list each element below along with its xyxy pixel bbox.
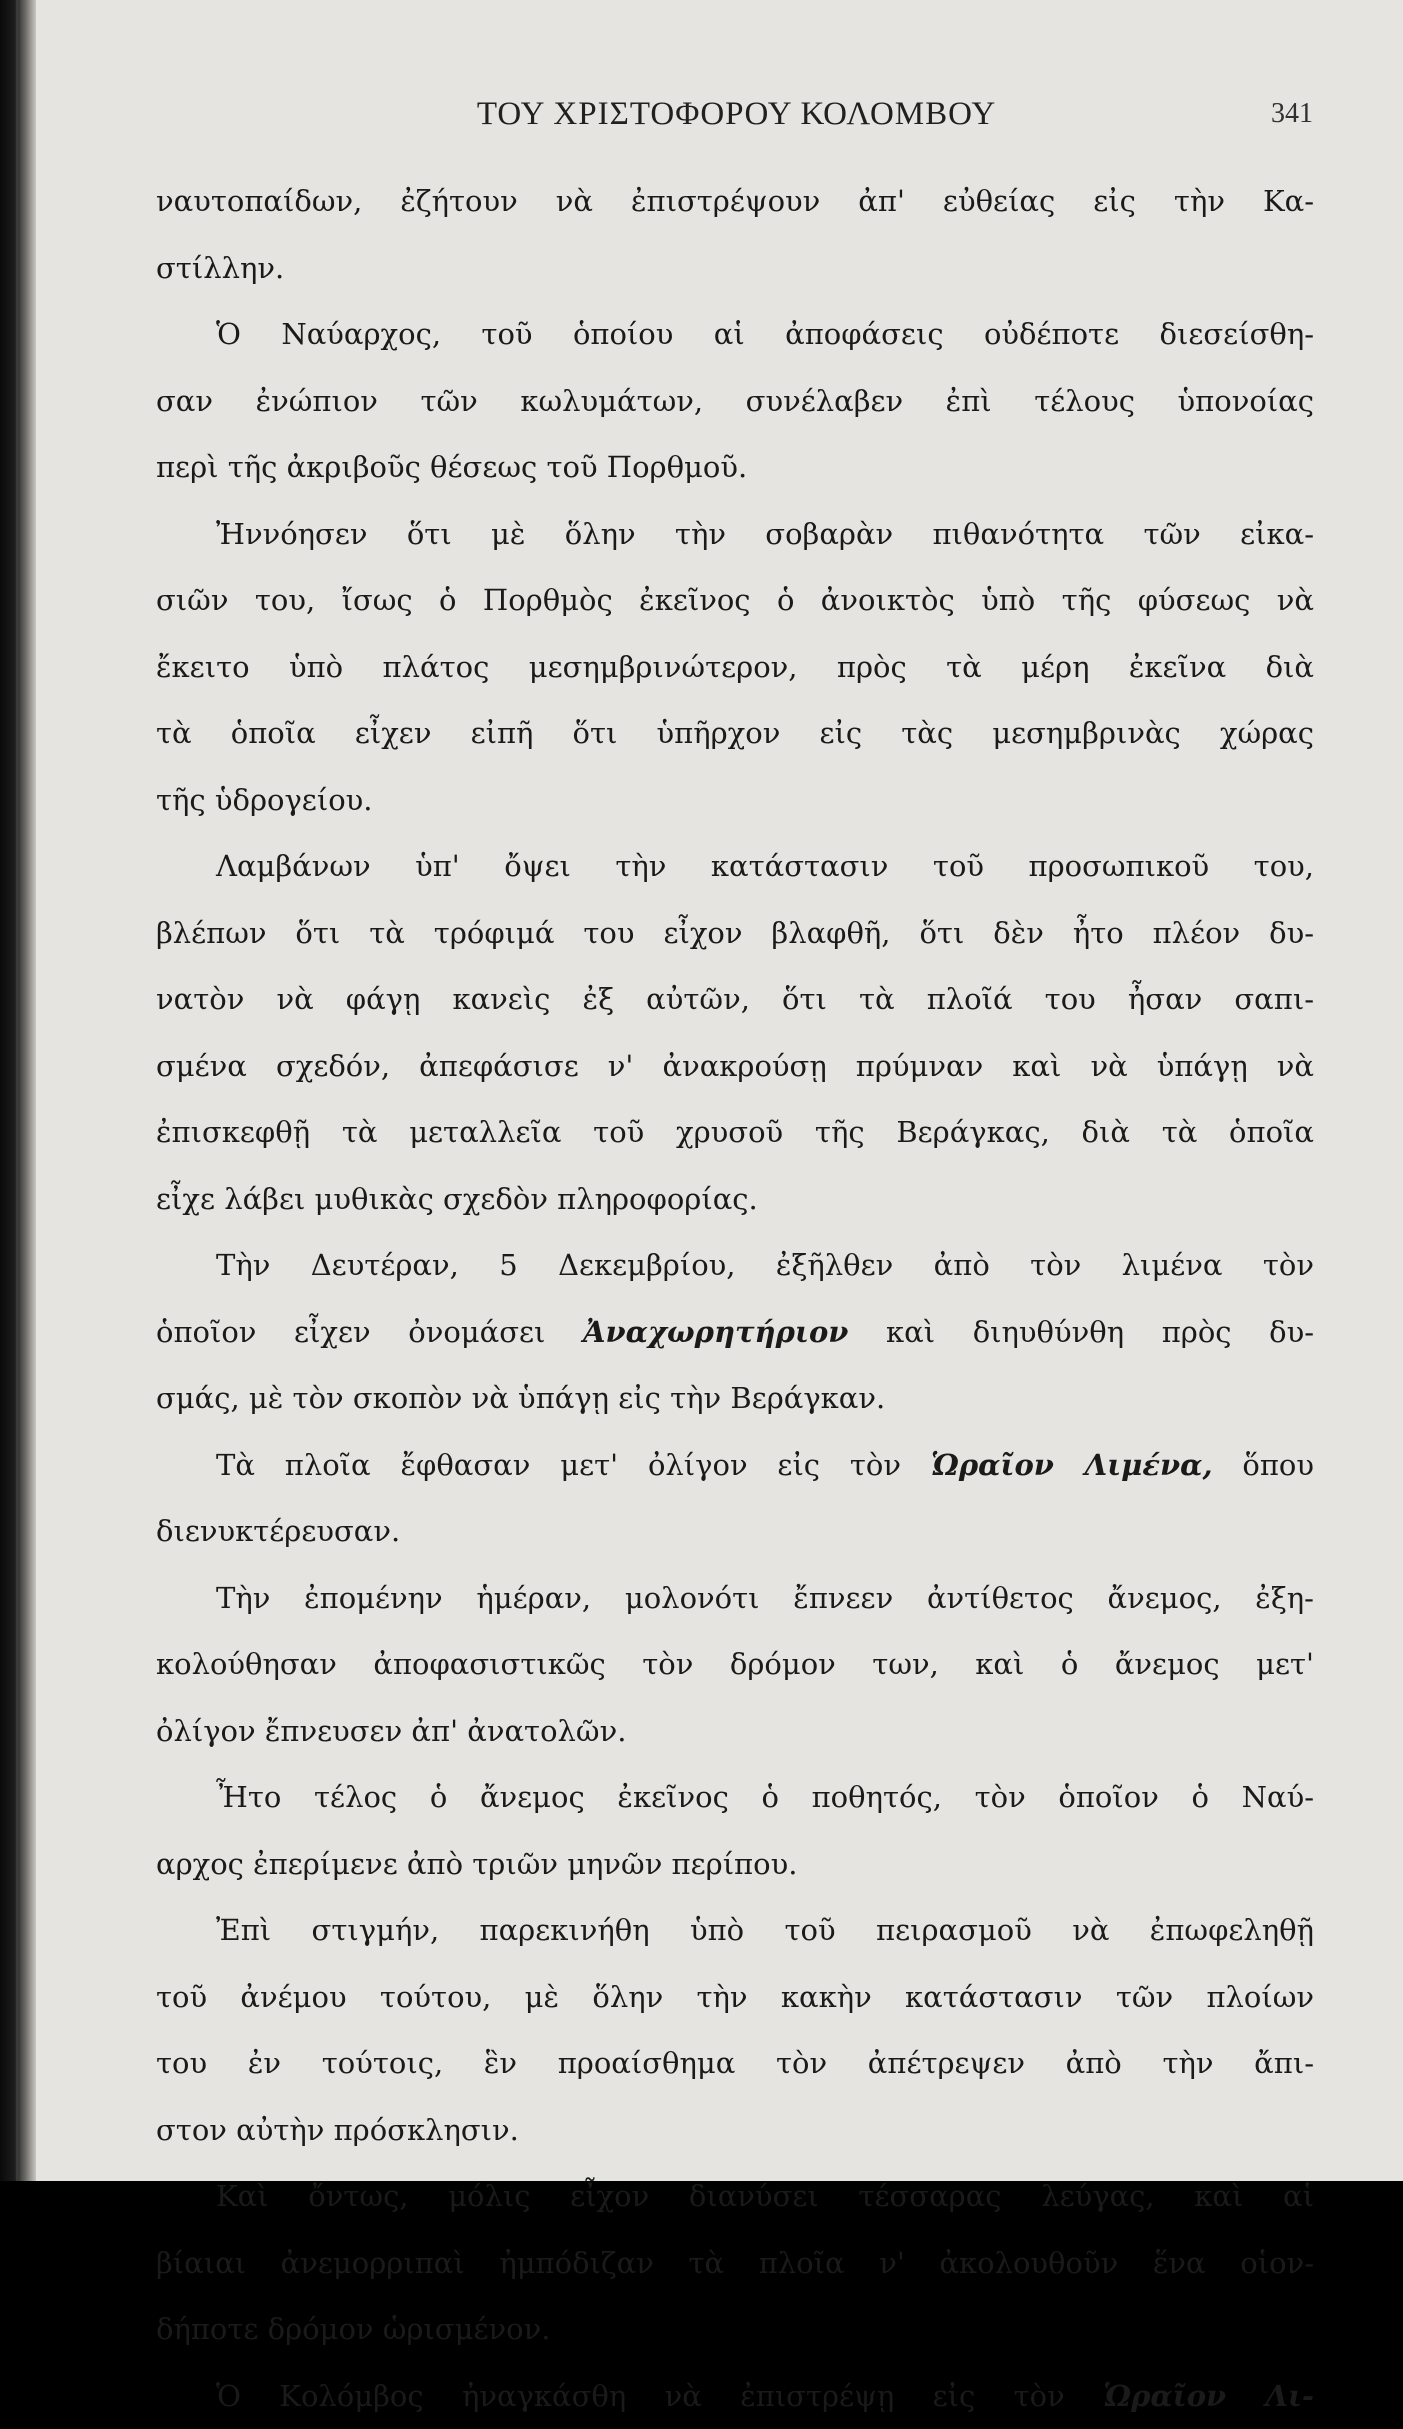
- text-line: σιῶν του, ἴσως ὁ Πορθμὸς ἐκεῖνος ὁ ἀνοικτὸς ὑπὸ τῆς φύσεως νὰ: [156, 567, 1314, 634]
- text-line: τοῦ ἀνέμου τούτου, μὲ ὅλην τὴν κακὴν κατάστασιν τῶν πλοίων: [156, 1964, 1314, 2031]
- text-line: ναυτοπαίδων, ἐζήτουν νὰ ἐπιστρέψουν ἀπ' εὐθείας εἰς τὴν Κα-: [156, 168, 1314, 235]
- text-line: Ὁ Ναύαρχος, τοῦ ὁποίου αἱ ἀποφάσεις οὐδέποτε διεσείσθη-: [156, 301, 1314, 368]
- text-line: ἔκειτο ὑπὸ πλάτος μεσημβρινώτερον, πρὸς τὰ μέρη ἐκεῖνα διὰ: [156, 634, 1314, 701]
- text-line: Ἐπὶ στιγμήν, παρεκινήθη ὑπὸ τοῦ πειρασμοῦ νὰ ἐπωφεληθῇ: [156, 1897, 1314, 1964]
- text-line: Τὴν ἐπομένην ἡμέραν, μολονότι ἔπνεεν ἀντίθετος ἄνεμος, ἐξη-: [156, 1565, 1314, 1632]
- text-line: Λαμβάνων ὑπ' ὄψει τὴν κατάστασιν τοῦ προσωπικοῦ του,: [156, 833, 1314, 900]
- text-span: Ὁ Κολόμβος ἠναγκάσθη νὰ ἐπιστρέψῃ εἰς τὸν: [216, 2379, 1065, 2413]
- text-line: Τὴν Δευτέραν, 5 Δεκεμβρίου, ἐξῆλθεν ἀπὸ τὸν λιμένα τὸν: [156, 1232, 1314, 1299]
- text-line: Καὶ ὄντως, μόλις εἶχον διανύσει τέσσαρας λεύγας, καὶ αἱ: [156, 2163, 1314, 2230]
- text-line: σμένα σχεδόν, ἀπεφάσισε ν' ἀνακρούσῃ πρύμναν καὶ νὰ ὑπάγῃ νὰ: [156, 1033, 1314, 1100]
- text-line: βλέπων ὅτι τὰ τρόφιμά του εἶχον βλαφθῆ, ὅτι δὲν ἦτο πλέον δυ-: [156, 900, 1314, 967]
- text-line: τὰ ὁποῖα εἶχεν εἰπῆ ὅτι ὑπῆρχον εἰς τὰς μεσημβρινὰς χώρας: [156, 700, 1314, 767]
- italic-place-name: Ὡραῖον Λι-: [1103, 2379, 1314, 2413]
- running-title: ΤΟΥ ΧΡΙΣΤΟΦΟΡΟΥ ΚΟΛΟΜΒΟΥ: [160, 96, 1313, 133]
- text-line: [156, 1432, 1314, 1499]
- italic-place-name: Ἀναχωρητήριον: [583, 1315, 848, 1349]
- text-line: ἐπισκεφθῇ τὰ μεταλλεῖα τοῦ χρυσοῦ τῆς Βεράγκας, διὰ τὰ ὁποῖα: [156, 1099, 1314, 1166]
- text-line: διενυκτέρευσαν.: [156, 1498, 1314, 1565]
- text-line: Ἠννόησεν ὅτι μὲ ὅλην τὴν σοβαρὰν πιθανότητα τῶν εἰκα-: [156, 501, 1314, 568]
- text-span: ὅπου: [1242, 1448, 1314, 1482]
- page-number: 341: [1271, 98, 1313, 130]
- text-span: Τὰ πλοῖα ἔφθασαν μετ' ὀλίγον εἰς τὸν: [216, 1448, 901, 1482]
- text-line: [156, 1299, 1314, 1366]
- gutter-line: [16, 0, 20, 2181]
- italic-place-name: Ὡραῖον Λιμένα,: [931, 1448, 1213, 1482]
- text-line: Ἦτο τέλος ὁ ἄνεμος ἐκεῖνος ὁ ποθητός, τὸν ὁποῖον ὁ Ναύ-: [156, 1764, 1314, 1831]
- text-line: νατὸν νὰ φάγῃ κανεὶς ἐξ αὐτῶν, ὅτι τὰ πλοῖά του ἦσαν σαπι-: [156, 966, 1314, 1033]
- text-line: στον αὐτὴν πρόσκλησιν.: [156, 2097, 1314, 2164]
- text-line: βίαιαι ἀνεμορριπαὶ ἠμπόδιζαν τὰ πλοῖα ν' ἀκολουθοῦν ἕνα οἱον-: [156, 2230, 1314, 2297]
- text-line: ὀλίγον ἔπνευσεν ἀπ' ἀνατολῶν.: [156, 1698, 1314, 1765]
- text-line: του ἐν τούτοις, ἓν προαίσθημα τὸν ἀπέτρεψεν ἀπὸ τὴν ἄπι-: [156, 2030, 1314, 2097]
- text-line: περὶ τῆς ἀκριβοῦς θέσεως τοῦ Πορθμοῦ.: [156, 434, 1314, 501]
- text-span: ὁποῖον εἶχεν ὀνομάσει: [156, 1315, 545, 1349]
- text-line: κολούθησαν ἀποφασιστικῶς τὸν δρόμον των, καὶ ὁ ἄνεμος μετ': [156, 1631, 1314, 1698]
- text-span: καὶ διηυθύνθη πρὸς δυ-: [886, 1315, 1314, 1349]
- text-line: εἶχε λάβει μυθικὰς σχεδὸν πληροφορίας.: [156, 1166, 1314, 1233]
- text-line: τῆς ὑδρογείου.: [156, 767, 1314, 834]
- text-line: σμάς, μὲ τὸν σκοπὸν νὰ ὑπάγῃ εἰς τὴν Βεράγκαν.: [156, 1365, 1314, 1432]
- text-line: σαν ἐνώπιον τῶν κωλυμάτων, συνέλαβεν ἐπὶ τέλους ὑπονοίας: [156, 368, 1314, 435]
- page-header: [160, 96, 1313, 136]
- text-line: αρχος ἐπερίμενε ἀπὸ τριῶν μηνῶν περίπου.: [156, 1831, 1314, 1898]
- text-line: [156, 2363, 1314, 2429]
- body-text: [156, 168, 1314, 2429]
- text-line: στίλλην.: [156, 235, 1314, 302]
- text-line: δήποτε δρόμον ὡρισμένον.: [156, 2296, 1314, 2363]
